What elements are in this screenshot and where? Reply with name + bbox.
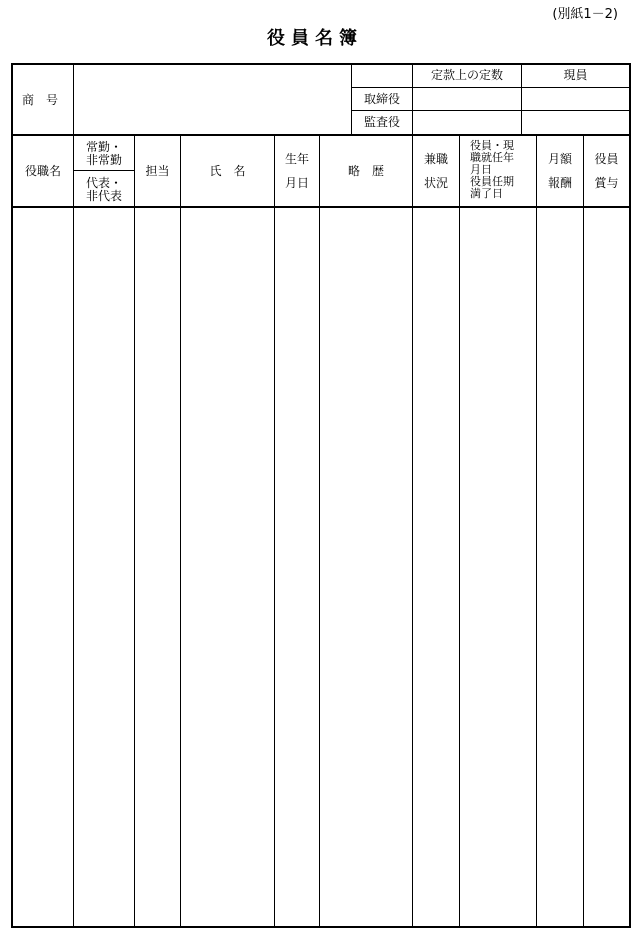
col-rep-1: 代表・ (85, 176, 122, 190)
col-bonus-2: 賞与 (594, 176, 619, 190)
col-bonus-1: 役員 (594, 152, 619, 166)
col-term-4: 役員任期 (470, 175, 514, 188)
col-term-2: 職就任年 (470, 151, 514, 164)
col-career: 略 歴 (347, 164, 384, 178)
page-label: (別紙1－2) (552, 7, 618, 22)
col-monthly-2: 報酬 (547, 176, 572, 190)
col-name: 氏 名 (209, 164, 246, 178)
col-concurrent-1: 兼職 (423, 152, 448, 166)
col-term-3: 月日 (470, 163, 492, 176)
col-charge: 担当 (145, 164, 170, 178)
col-monthly-1: 月額 (547, 152, 572, 166)
col-birth-1: 生年 (284, 152, 309, 166)
col-birth-2: 月日 (284, 176, 309, 190)
col-fulltime-1: 常勤・ (85, 140, 122, 154)
col-term-5: 満了日 (470, 187, 503, 200)
company-label: 商 号 (22, 93, 59, 107)
auditor-label: 監査役 (363, 115, 400, 129)
col-term-1: 役員・現 (470, 139, 514, 152)
current-header: 現員 (563, 68, 588, 82)
col-concurrent-2: 状況 (423, 176, 448, 190)
director-label: 取締役 (363, 92, 400, 106)
col-position: 役職名 (24, 164, 61, 178)
quota-header: 定款上の定数 (430, 68, 503, 82)
page-title: 役員名簿 (267, 28, 363, 49)
col-rep-2: 非代表 (85, 189, 122, 203)
col-fulltime-2: 非常勤 (85, 153, 122, 167)
